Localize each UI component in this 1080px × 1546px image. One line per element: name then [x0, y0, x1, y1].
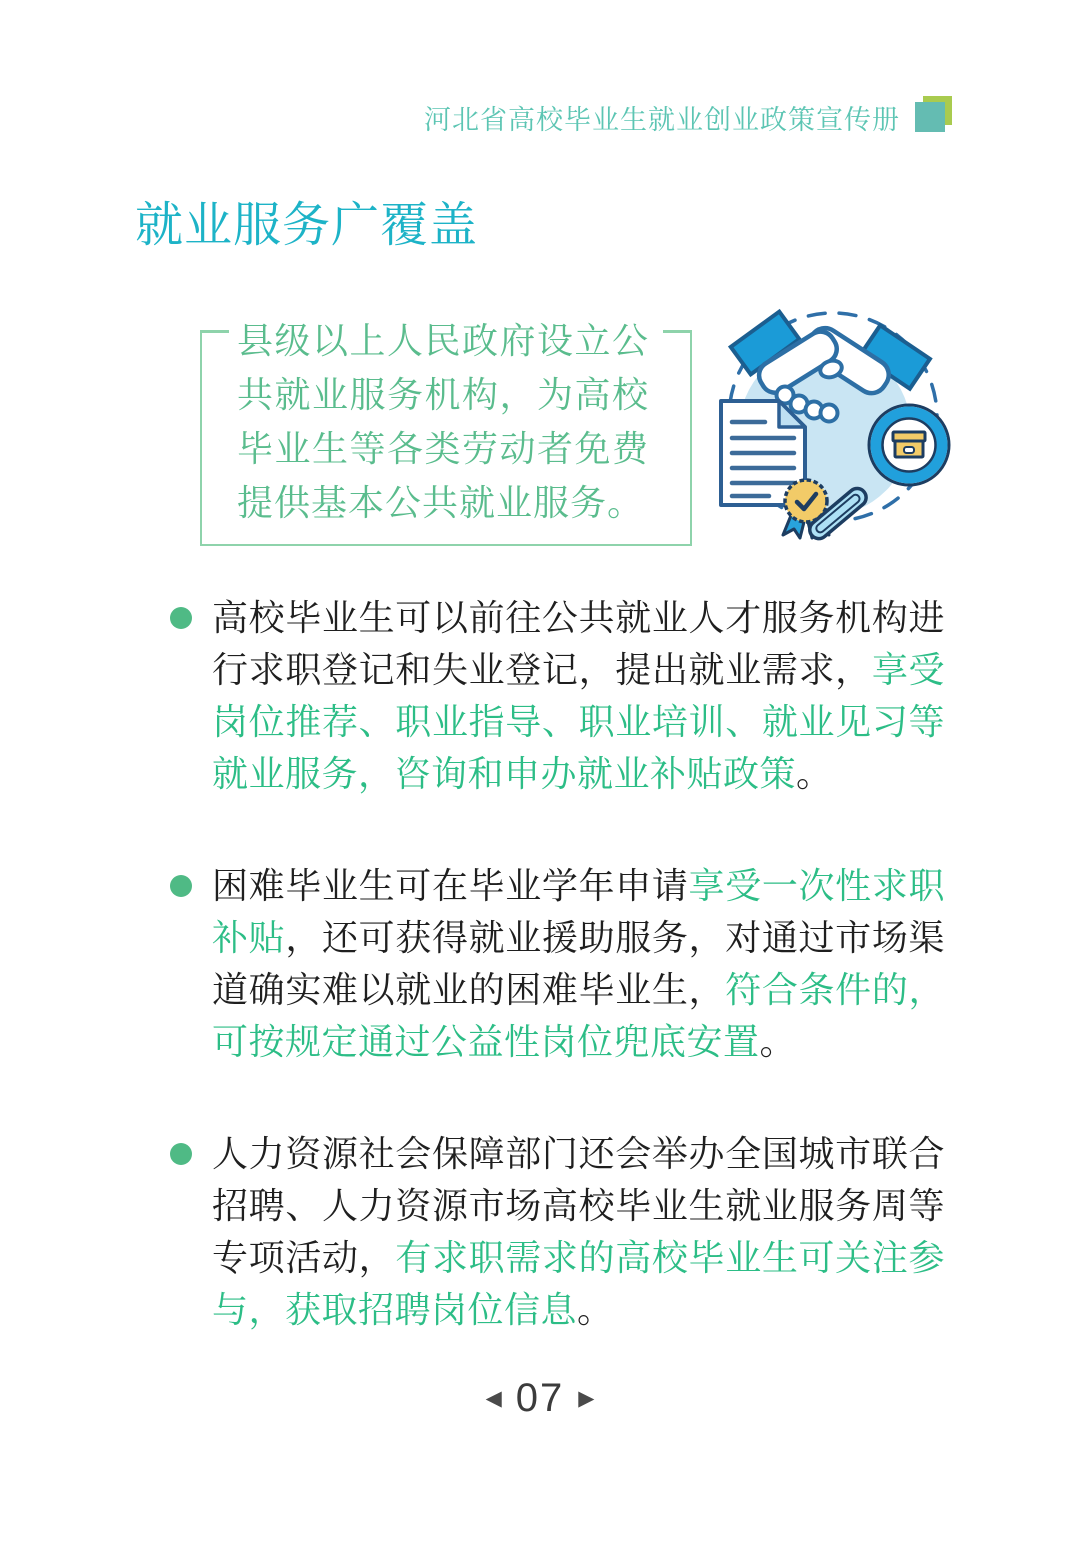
illustration-svg: [703, 303, 965, 541]
bullet-dot-icon: [170, 607, 192, 629]
quote-text: 县级以上人民政府设立公共就业服务机构，为高校毕业生等各类劳动者免费提供基本公共就业服务。: [237, 320, 649, 523]
highlighted-text-segment: 享受岗位推荐、职业指导、职业培训、就业见习等就业服务，咨询和申办就业补贴政策: [212, 649, 945, 794]
bullet-dot-icon: [170, 1143, 192, 1165]
highlighted-text-segment: 符合条件的，可按规定通过公益性岗位兜底安置: [212, 969, 945, 1062]
bullet-dot-icon: [170, 875, 192, 897]
list-item: [170, 592, 945, 800]
pager: [0, 1376, 1080, 1421]
list-item: [170, 860, 945, 1068]
box-in-magnifier-icon: [893, 432, 925, 457]
page-title: 就业服务广覆盖: [135, 199, 479, 252]
highlighted-text-segment: 有求职需求的高校毕业生可关注参与，获取招聘岗位信息: [212, 1237, 945, 1330]
text-segment: 人力资源社会保障部门还会举办全国城市联合招聘、人力资源市场高校毕业生就业服务周等专项活动，: [212, 1133, 945, 1278]
bullet-text: [212, 860, 945, 1068]
text-segment: ，还可获得就业援助服务，对通过市场渠道确实难以就业的困难毕业生，: [212, 917, 945, 1010]
handshake-document-magnifier-illustration: [703, 303, 965, 541]
prev-page-icon[interactable]: ◀: [485, 1387, 502, 1410]
bullet-text: [212, 1128, 945, 1336]
list-item: [170, 1128, 945, 1336]
next-page-icon[interactable]: ▶: [578, 1387, 595, 1410]
text-segment: 。: [759, 1021, 797, 1062]
quote-box: [200, 320, 692, 546]
booklet-title: 河北省高校毕业生就业创业政策宣传册: [424, 104, 900, 135]
page-number: 07: [515, 1376, 565, 1420]
text-segment: 。: [796, 753, 833, 794]
squares-logo-icon: [910, 96, 952, 138]
highlighted-text-segment: 享受一次性求职补贴: [212, 865, 945, 958]
text-segment: 高校毕业生可以前往公共就业人才服务机构进行求职登记和失业登记，提出就业需求，: [212, 597, 945, 690]
text-segment: 困难毕业生可在毕业学年申请: [212, 865, 689, 906]
logo-square-teal: [915, 102, 945, 132]
page-header: [424, 96, 952, 138]
bullet-list: [170, 592, 945, 1396]
text-segment: 。: [577, 1289, 614, 1330]
bullet-text: [212, 592, 945, 800]
